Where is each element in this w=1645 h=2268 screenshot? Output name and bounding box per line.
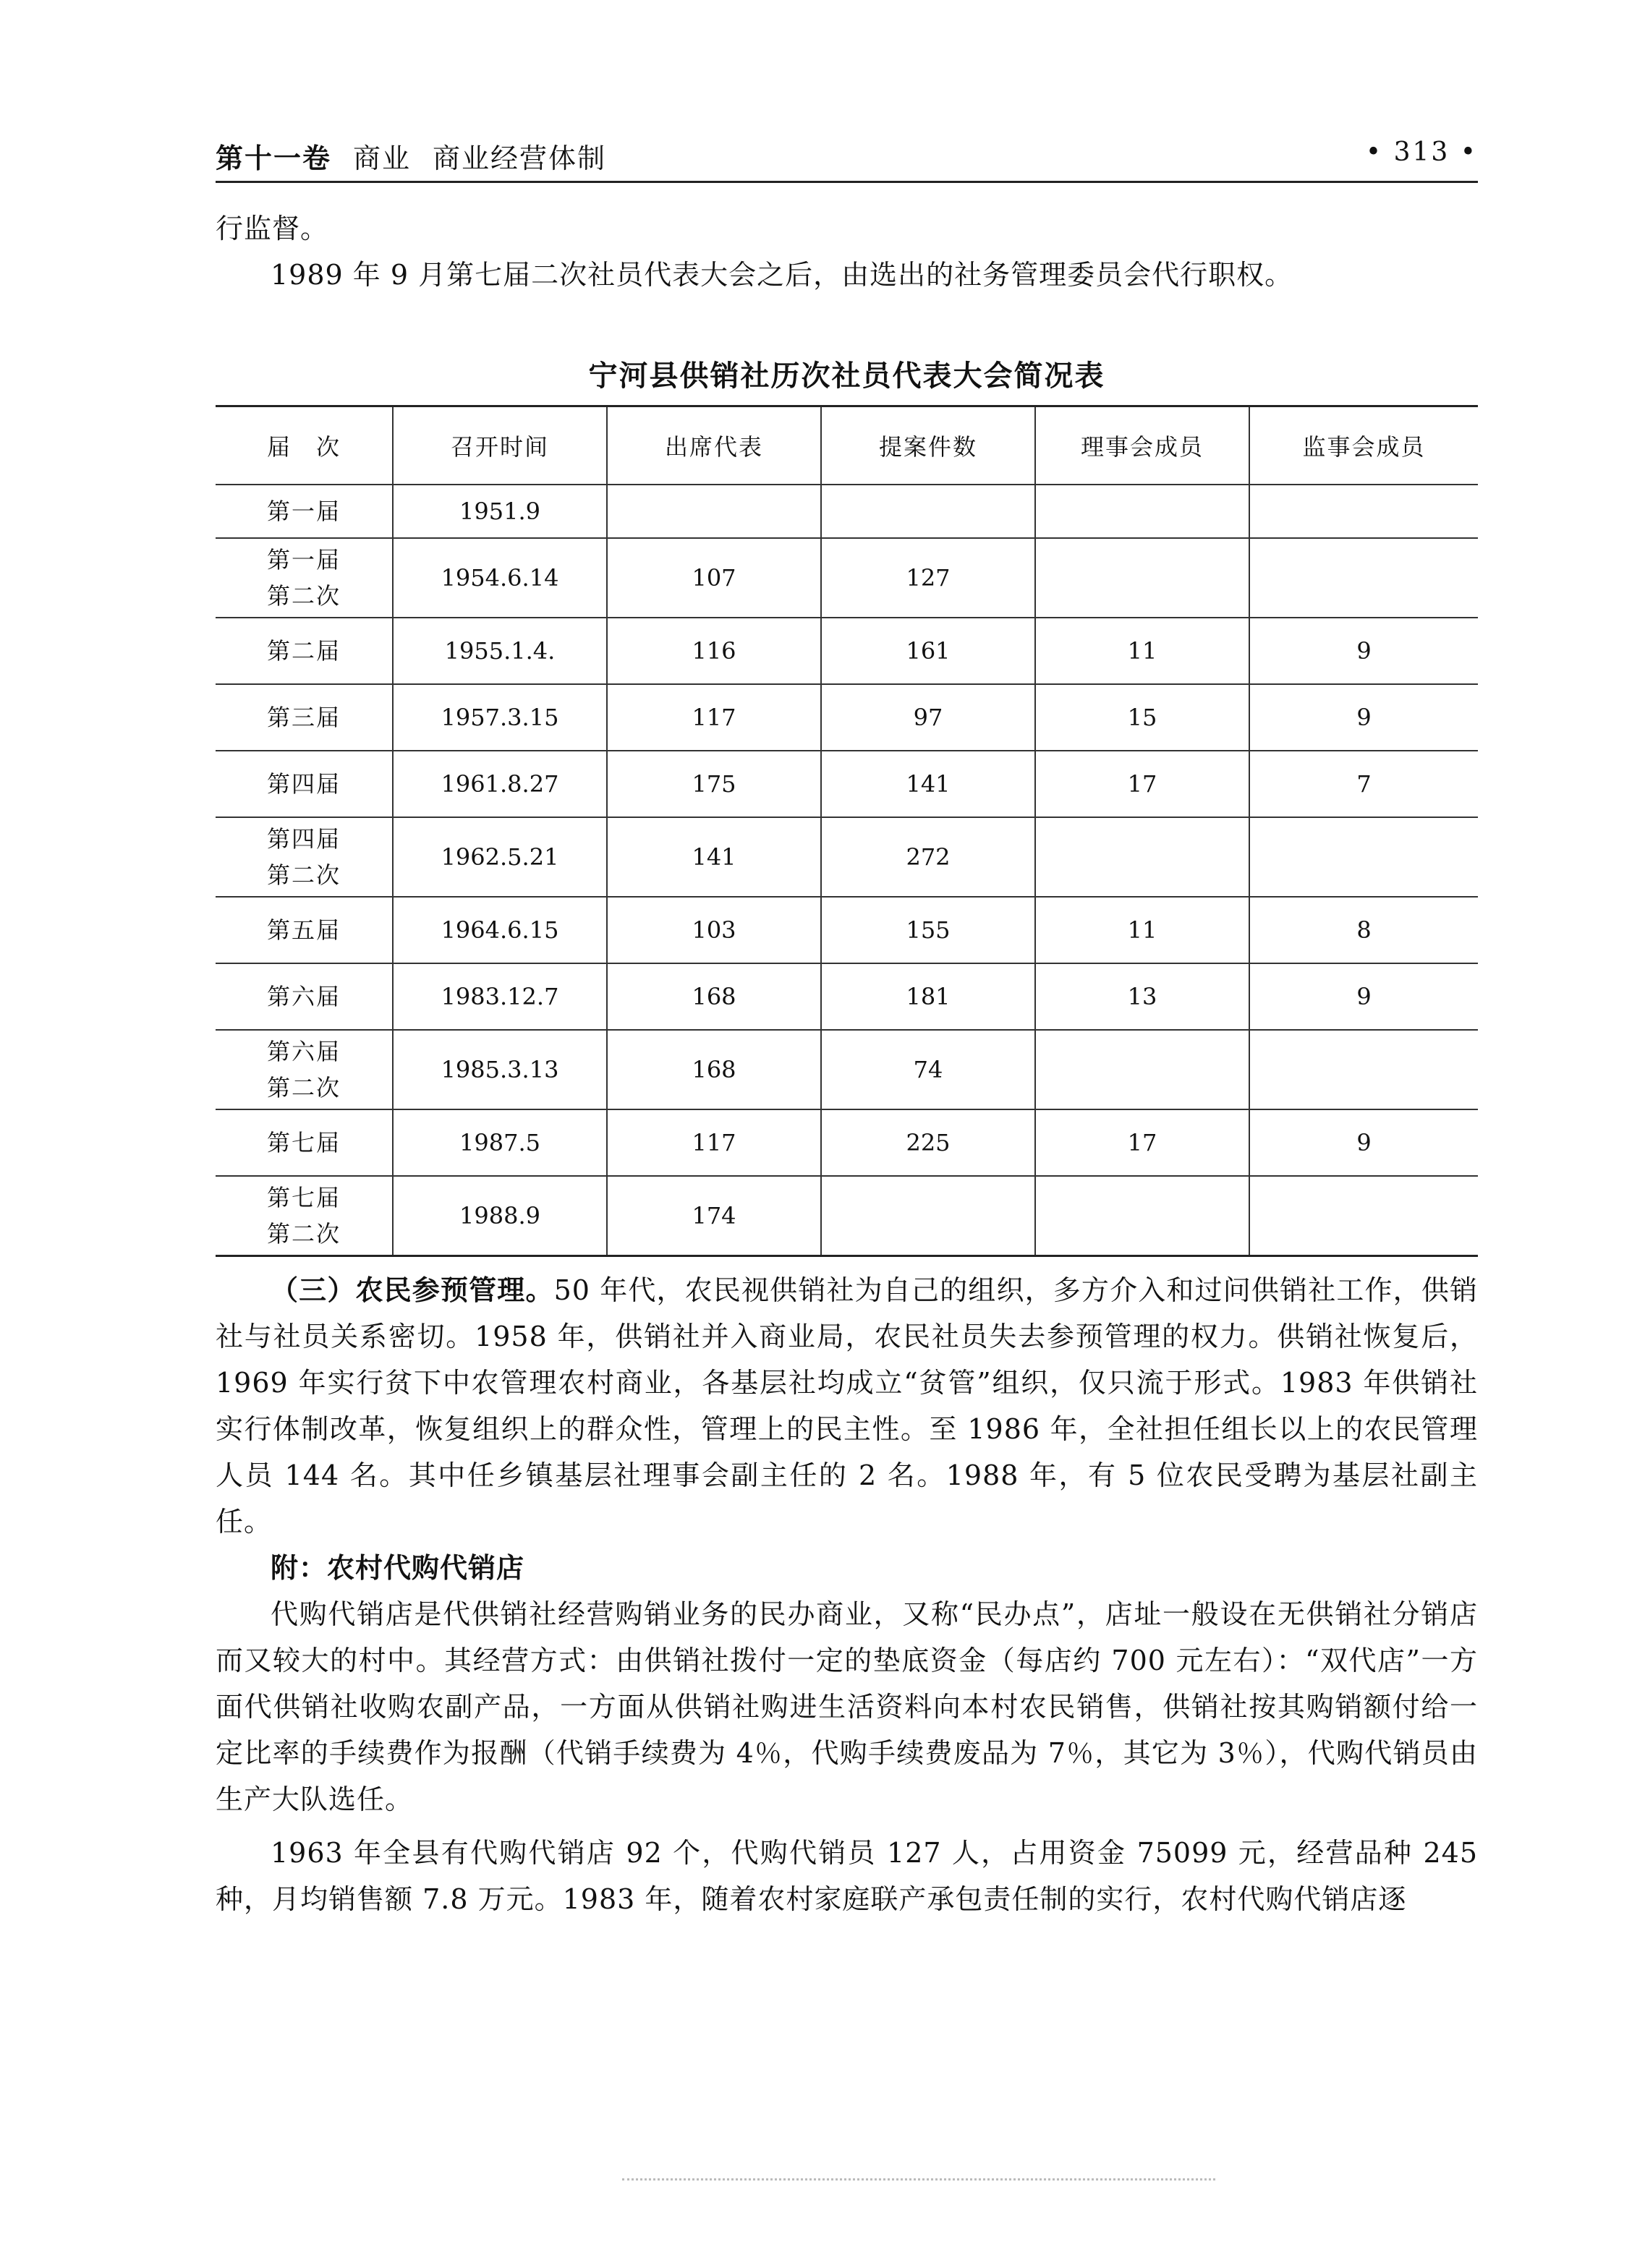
proposals-cell (821, 1176, 1035, 1256)
session-cell (216, 684, 393, 751)
intro-line-1: 行监督。 (216, 213, 329, 244)
session-sublabel: 第二次 (266, 1220, 341, 1248)
page-number: • 313 • (1365, 137, 1478, 167)
council-cell (1035, 817, 1249, 897)
running-header (216, 130, 1478, 183)
table-row (216, 897, 1478, 963)
session-label: 第五届 (266, 916, 341, 944)
appendix-heading: 附：农村代购代销店 (271, 1552, 525, 1584)
session-cell (216, 538, 393, 618)
proposals-cell (821, 485, 1035, 538)
session-cell (216, 1176, 393, 1256)
table-row (216, 485, 1478, 538)
council-cell: 11 (1035, 618, 1249, 684)
col-header-proposals: 提案件数 (821, 406, 1035, 485)
supervisors-cell: 9 (1249, 963, 1478, 1030)
session-sublabel: 第二次 (266, 582, 341, 610)
council-cell: 17 (1035, 751, 1249, 817)
table-row (216, 963, 1478, 1030)
col-header-supervisors: 监事会成员 (1249, 406, 1478, 485)
session-cell (216, 897, 393, 963)
proposals-cell: 155 (821, 897, 1035, 963)
section3-heading: （三）农民参预管理。 (271, 1274, 554, 1306)
proposals-cell: 181 (821, 963, 1035, 1030)
date-cell: 1961.8.27 (393, 751, 607, 817)
date-cell: 1954.6.14 (393, 538, 607, 618)
session-cell (216, 1030, 393, 1109)
delegates-cell: 174 (607, 1176, 821, 1256)
volume-label: 第十一卷 (216, 142, 332, 174)
subsection-label: 商业经营体制 (433, 142, 607, 174)
session-cell (216, 618, 393, 684)
delegates-cell: 117 (607, 1109, 821, 1176)
supervisors-cell: 7 (1249, 751, 1478, 817)
delegates-cell: 103 (607, 897, 821, 963)
table-row (216, 751, 1478, 817)
session-label: 第二届 (266, 637, 341, 665)
delegates-cell: 175 (607, 751, 821, 817)
congress-summary-table (216, 405, 1478, 1257)
table-row (216, 1176, 1478, 1256)
proposals-cell: 272 (821, 817, 1035, 897)
col-header-date: 召开时间 (393, 406, 607, 485)
council-cell: 15 (1035, 684, 1249, 751)
delegates-cell (607, 485, 821, 538)
session-cell (216, 485, 393, 538)
table-row (216, 684, 1478, 751)
session-label: 第四届 (266, 825, 341, 853)
table-caption: 宁河县供销社历次社员代表大会简况表 (588, 359, 1105, 393)
session-sublabel: 第二次 (266, 861, 341, 889)
supervisors-cell (1249, 817, 1478, 897)
supervisors-cell (1249, 1176, 1478, 1256)
intro-line-2: 1989 年 9 月第七届二次社员代表大会之后，由选出的社务管理委员会代行职权。 (271, 259, 1293, 291)
session-label: 第六届 (266, 1038, 341, 1065)
supervisors-cell (1249, 1030, 1478, 1109)
table-row (216, 538, 1478, 618)
table-row (216, 1109, 1478, 1176)
date-cell: 1957.3.15 (393, 684, 607, 751)
session-cell (216, 817, 393, 897)
col-header-session: 届 次 (216, 406, 393, 485)
proposals-cell: 97 (821, 684, 1035, 751)
session-label: 第三届 (266, 704, 341, 731)
council-cell (1035, 1030, 1249, 1109)
date-cell: 1987.5 (393, 1109, 607, 1176)
delegates-cell: 168 (607, 963, 821, 1030)
session-label: 第七届 (266, 1184, 341, 1211)
supervisors-cell: 8 (1249, 897, 1478, 963)
table-row (216, 618, 1478, 684)
date-cell: 1962.5.21 (393, 817, 607, 897)
supervisors-cell: 9 (1249, 618, 1478, 684)
section3-text: 50 年代，农民视供销社为自己的组织，多方介入和过问供销社工作，供销社与社员关系密切。1958 年，供销社并入商业局，农民社员失去参预管理的权力。供销社恢复后，1969 年实行贫下中农管理农村商业，各基层社均成立“贫管”组织，仅只流于形式。1983 年供销社实行体制改革，恢复组织上的群众性，管理上的民主性。至 1986 年，全社担任组长以上的农民管理人员 144 名。其中任乡镇基层社理事会副主任的 2 名。1988 年，有 5 位农民受聘为基层社副主任。 (216, 1274, 1478, 1538)
table-row (216, 817, 1478, 897)
supervisors-cell: 9 (1249, 1109, 1478, 1176)
council-cell (1035, 1176, 1249, 1256)
proposals-cell: 161 (821, 618, 1035, 684)
appendix-paragraph-2: 1963 年全县有代购代销店 92 个，代购代销员 127 人，占用资金 75099 元，经营品种 245 种，月均销售额 7.8 万元。1983 年，随着农村家庭联产承包责任制的实行，农村代购代销店逐 (216, 1837, 1478, 1915)
section-label: 商业 (353, 142, 412, 174)
col-header-delegates: 出席代表 (607, 406, 821, 485)
proposals-cell: 74 (821, 1030, 1035, 1109)
proposals-cell: 225 (821, 1109, 1035, 1176)
session-label: 第六届 (266, 983, 341, 1010)
date-cell: 1964.6.15 (393, 897, 607, 963)
proposals-cell: 127 (821, 538, 1035, 618)
delegates-cell: 141 (607, 817, 821, 897)
council-cell: 17 (1035, 1109, 1249, 1176)
section3-paragraph (216, 1267, 1478, 1545)
supervisors-cell (1249, 485, 1478, 538)
proposals-cell: 141 (821, 751, 1035, 817)
table-row (216, 1030, 1478, 1109)
date-cell: 1983.12.7 (393, 963, 607, 1030)
session-label: 第七届 (266, 1129, 341, 1156)
session-cell (216, 1109, 393, 1176)
date-cell: 1988.9 (393, 1176, 607, 1256)
council-cell (1035, 538, 1249, 618)
session-cell (216, 963, 393, 1030)
council-cell: 13 (1035, 963, 1249, 1030)
delegates-cell: 168 (607, 1030, 821, 1109)
supervisors-cell (1249, 538, 1478, 618)
table-header-row (216, 406, 1478, 485)
session-cell (216, 751, 393, 817)
date-cell: 1985.3.13 (393, 1030, 607, 1109)
session-label: 第四届 (266, 770, 341, 798)
council-cell: 11 (1035, 897, 1249, 963)
appendix-paragraph-1: 代购代销店是代供销社经营购销业务的民办商业，又称“民办点”，店址一般设在无供销社分销店而又较大的村中。其经营方式：由供销社拨付一定的垫底资金（每店约 700 元左右）：“双代店”一方面代供销社收购农副产品，一方面从供销社购进生活资料向本村农民销售，供销社按其购销额付给一定比率的手续费作为报酬（代销手续费为 4％，代购手续费废品为 7％，其它为 3％），代购代销员由生产大队选任。 (216, 1598, 1478, 1815)
delegates-cell: 117 (607, 684, 821, 751)
date-cell: 1955.1.4. (393, 618, 607, 684)
date-cell: 1951.9 (393, 485, 607, 538)
header-title (216, 136, 628, 176)
col-header-council: 理事会成员 (1035, 406, 1249, 485)
delegates-cell: 107 (607, 538, 821, 618)
session-label: 第一届 (266, 498, 341, 525)
scan-artifact-line (622, 2178, 1215, 2183)
delegates-cell: 116 (607, 618, 821, 684)
session-sublabel: 第二次 (266, 1074, 341, 1101)
council-cell (1035, 485, 1249, 538)
supervisors-cell: 9 (1249, 684, 1478, 751)
session-label: 第一届 (266, 546, 341, 574)
